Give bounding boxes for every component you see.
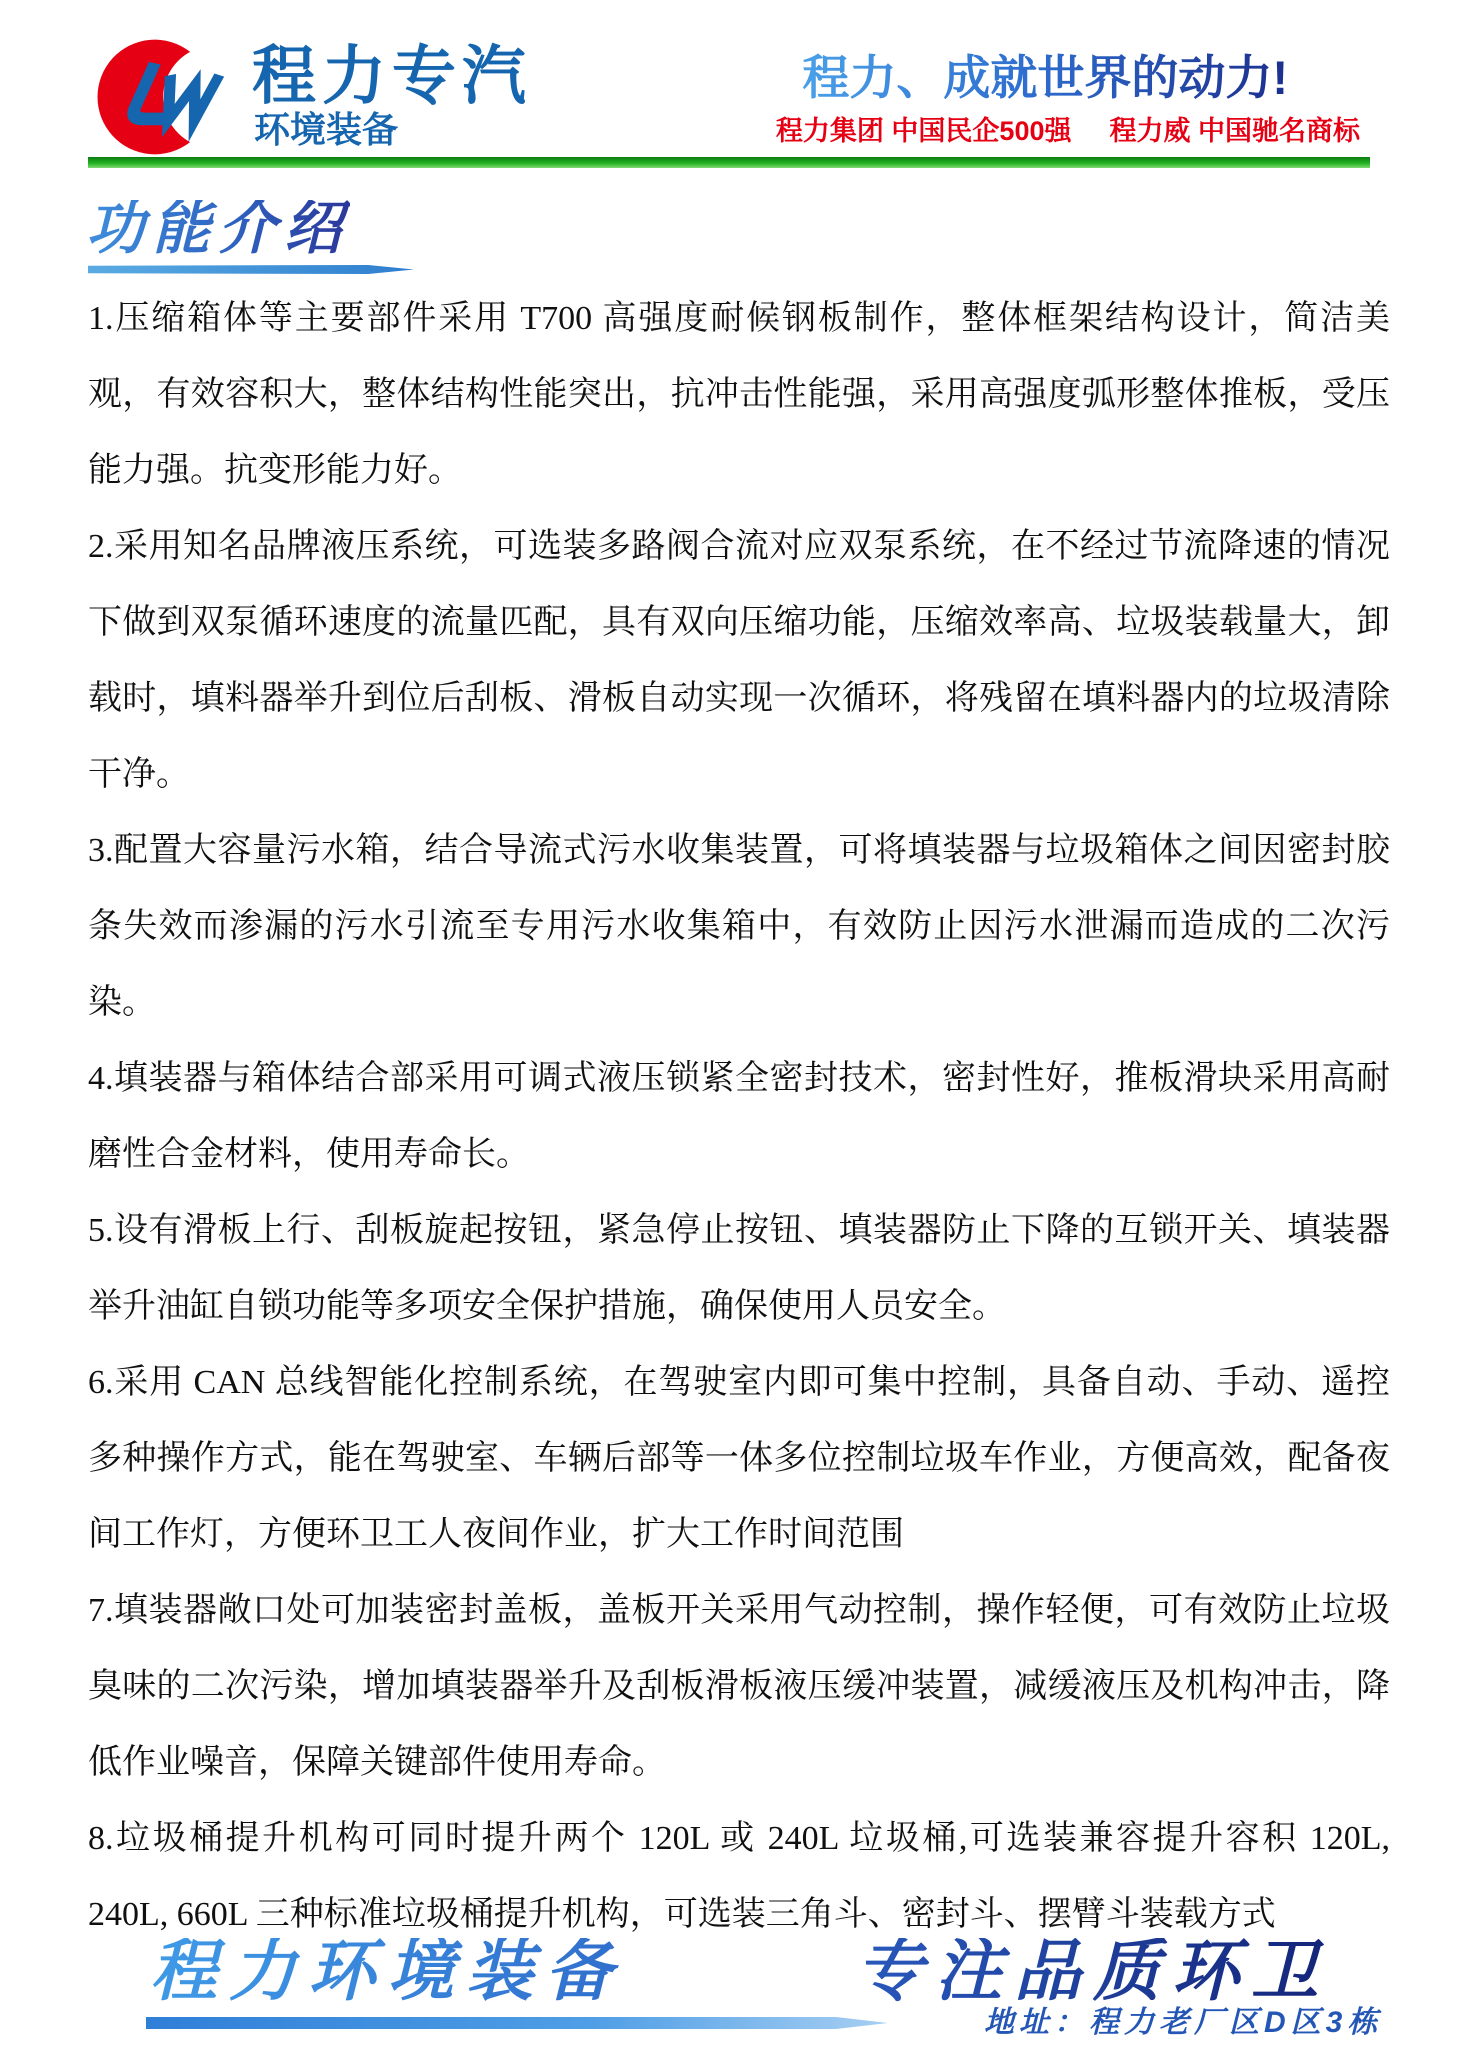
feature-paragraph-3: 3.配置大容量污水箱，结合导流式污水收集装置，可将填装器与垃圾箱体之间因密封胶条失效而渗漏的污水引流至专用污水收集箱中，有效防止因污水泄漏而造成的二次污染。 [88,832,1390,1021]
header-sub-slogan-left: 程力集团 中国民企500强 [775,116,1072,146]
section-title: 功能介绍 [86,196,351,261]
header-slogan: 程力、成就世界的动力! [802,51,1288,104]
section-title-underline [88,265,414,274]
header-divider [88,157,1370,168]
feature-paragraph-5: 5.设有滑板上行、刮板旋起按钮，紧急停止按钮、填装器防止下降的互锁开关、填装器举升油缸自锁功能等多项安全保护措施，确保使用人员安全。 [88,1212,1390,1325]
footer-accent-bar [146,2017,888,2029]
feature-paragraph-4: 4.填装器与箱体结合部采用可调式液压锁紧全密封技术，密封性好，推板滑块采用高耐磨性合金材料，使用寿命长。 [88,1060,1390,1173]
feature-paragraph-7: 7.填装器敞口处可加装密封盖板，盖板开关采用气动控制，操作轻便，可有效防止垃圾臭味的二次污染，增加填装器举升及刮板滑板液压缓冲装置，减缓液压及机构冲击，降低作业噪音，保障关键部件使用寿命。 [88,1592,1390,1781]
brand-logo-icon [84,38,234,156]
header-sub-slogan-right: 程力威 中国驰名商标 [1109,116,1360,146]
feature-list [88,281,1390,1953]
header-sub-slogan [776,118,1360,145]
brand-name: 程力专汽 [252,40,532,112]
footer-slogan-right: 专注品质环卫 [856,1934,1330,2009]
footer-slogan [150,1934,1330,2009]
feature-paragraph-8: 8.垃圾桶提升机构可同时提升两个 120L 或 240L 垃圾桶,可选装兼容提升容积 120L, 240L, 660L 三种标准垃圾桶提升机构，可选装三角斗、密封斗、摆臂斗装载方式 [88,1820,1390,1933]
brand-subname-text: 环境装备 [254,109,399,150]
feature-paragraph-6: 6.采用 CAN 总线智能化控制系统，在驾驶室内即可集中控制，具备自动、手动、遥控多种操作方式，能在驾驶室、车辆后部等一体多位控制垃圾车作业，方便高效，配备夜间工作灯，方便环卫工人夜间作业，扩大工作时间范围 [88,1364,1390,1553]
footer-slogan-left: 程力环境装备 [150,1934,624,2009]
footer-address: 地址：程力老厂区D区3栋 [984,2006,1383,2039]
feature-paragraph-1: 1.压缩箱体等主要部件采用 T700 高强度耐候钢板制作，整体框架结构设计，简洁美观，有效容积大，整体结构性能突出，抗冲击性能强，采用高强度弧形整体推板，受压能力强。抗变形能力好。 [88,300,1390,489]
feature-paragraph-2: 2.采用知名品牌液压系统，可选装多路阀合流对应双泵系统，在不经过节流降速的情况下做到双泵循环速度的流量匹配，具有双向压缩功能，压缩效率高、垃圾装载量大，卸载时，填料器举升到位后刮板、滑板自动实现一次循环，将残留在填料器内的垃圾清除干净。 [88,528,1390,793]
brand-subname [254,109,542,150]
